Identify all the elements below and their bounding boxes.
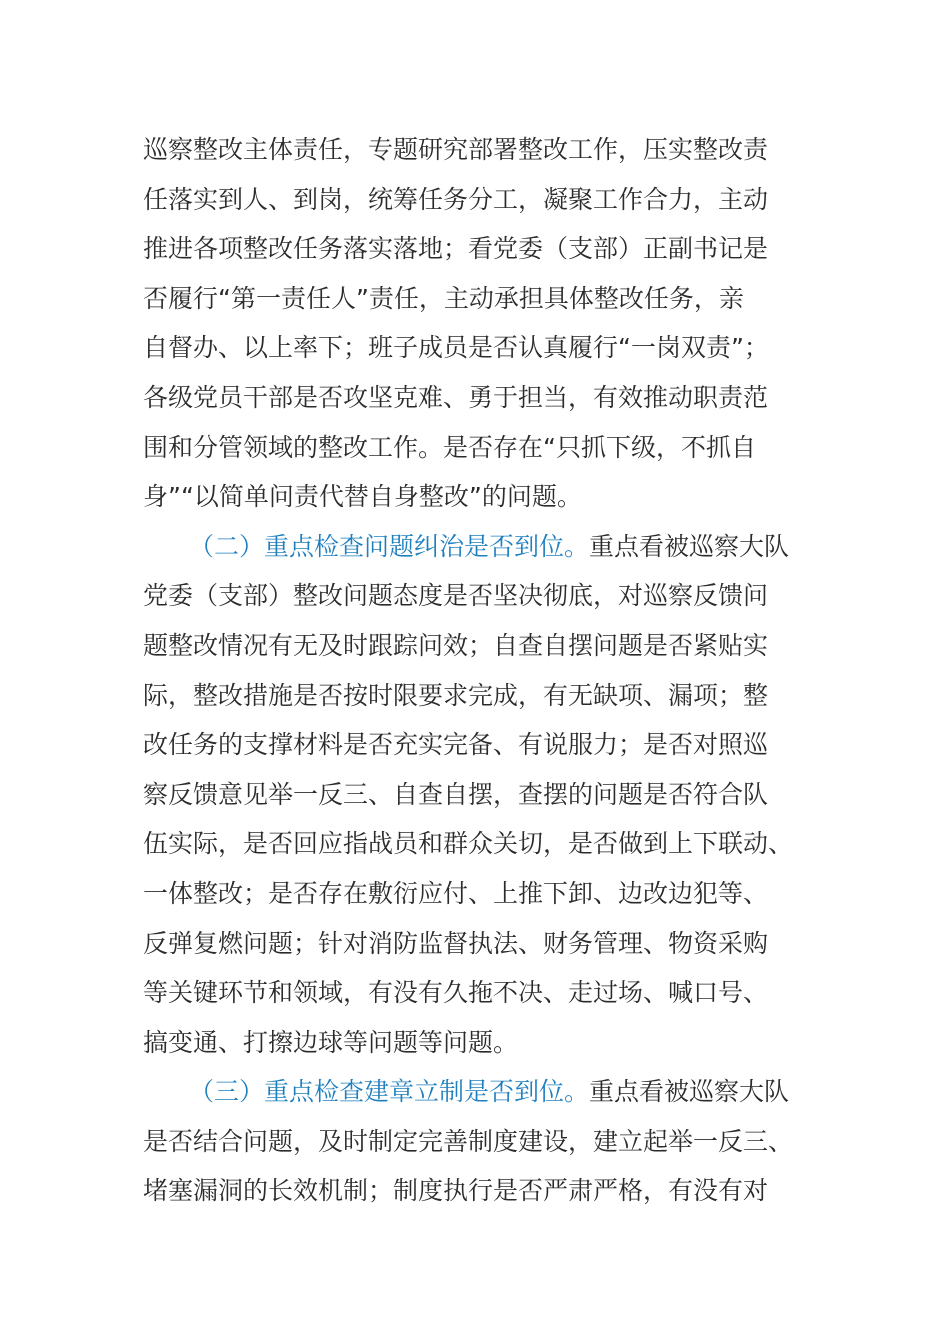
section-3-first-line [143,1067,823,1117]
text-line: 搞变通、打擦边球等问题等问题。 [143,1027,519,1057]
text-line: 是否结合问题，及时制定完善制度建设，建立起举一反三、 [143,1126,794,1156]
text-line: 等关键环节和领域，有没有久拖不决、走过场、喊口号、 [143,978,769,1008]
text-line: 巡察整改主体责任，专题研究部署整改工作，压实整改责 [143,135,769,164]
text-line: 堵塞漏洞的长效机制；制度执行是否严肃严格，有没有对 [143,1176,769,1206]
text-line: 各级党员干部是否攻坚克难、勇于担当，有效推动职责范 [143,382,769,412]
text-line: 否履行“第一责任人”责任，主动承担具体整改任务，亲 [143,283,744,313]
text-line: 党委（支部）整改问题态度是否坚决彻底，对巡察反馈问 [143,581,769,611]
text-line: 际，整改措施是否按时限要求完成，有无缺项、漏项；整 [143,680,769,710]
section-2-first-line [143,522,823,572]
text-line: 反弹复燃问题；针对消防监督执法、财务管理、物资采购 [143,928,769,958]
document-body [143,125,823,1216]
text-line: 题整改情况有无及时跟踪问效；自查自摆问题是否紧贴实 [143,630,769,660]
paragraph-responsibility [143,125,823,522]
text-line: 自督办、以上率下；班子成员是否认真履行“一岗双责”； [143,333,769,363]
section-2-lead-text: 重点看被巡察大队 [589,531,790,561]
text-line: 推进各项整改任务落实落地；看党委（支部）正副书记是 [143,234,769,264]
section-2-heading: （二）重点检查问题纠治是否到位。 [189,531,590,561]
text-line: 察反馈意见举一反三、自查自摆，查摆的问题是否符合队 [143,779,769,809]
paragraph-section-3 [143,1067,823,1216]
text-line: 一体整改；是否存在敷衍应付、上推下卸、边改边犯等、 [143,878,769,908]
text-line: 身”“以简单问责代替自身整改”的问题。 [143,482,582,512]
text-line: 任落实到人、到岗，统筹任务分工，凝聚工作合力，主动 [143,184,769,214]
paragraph-section-2 [143,522,823,1068]
text-line: 围和分管领域的整改工作。是否存在“只抓下级，不抓自 [143,432,756,462]
text-line: 伍实际，是否回应指战员和群众关切，是否做到上下联动、 [143,829,794,859]
text-line: 改任务的支撑材料是否充实完备、有说服力；是否对照巡 [143,730,769,760]
section-3-lead-text: 重点看被巡察大队 [589,1077,790,1107]
section-3-heading: （三）重点检查建章立制是否到位。 [189,1077,590,1107]
